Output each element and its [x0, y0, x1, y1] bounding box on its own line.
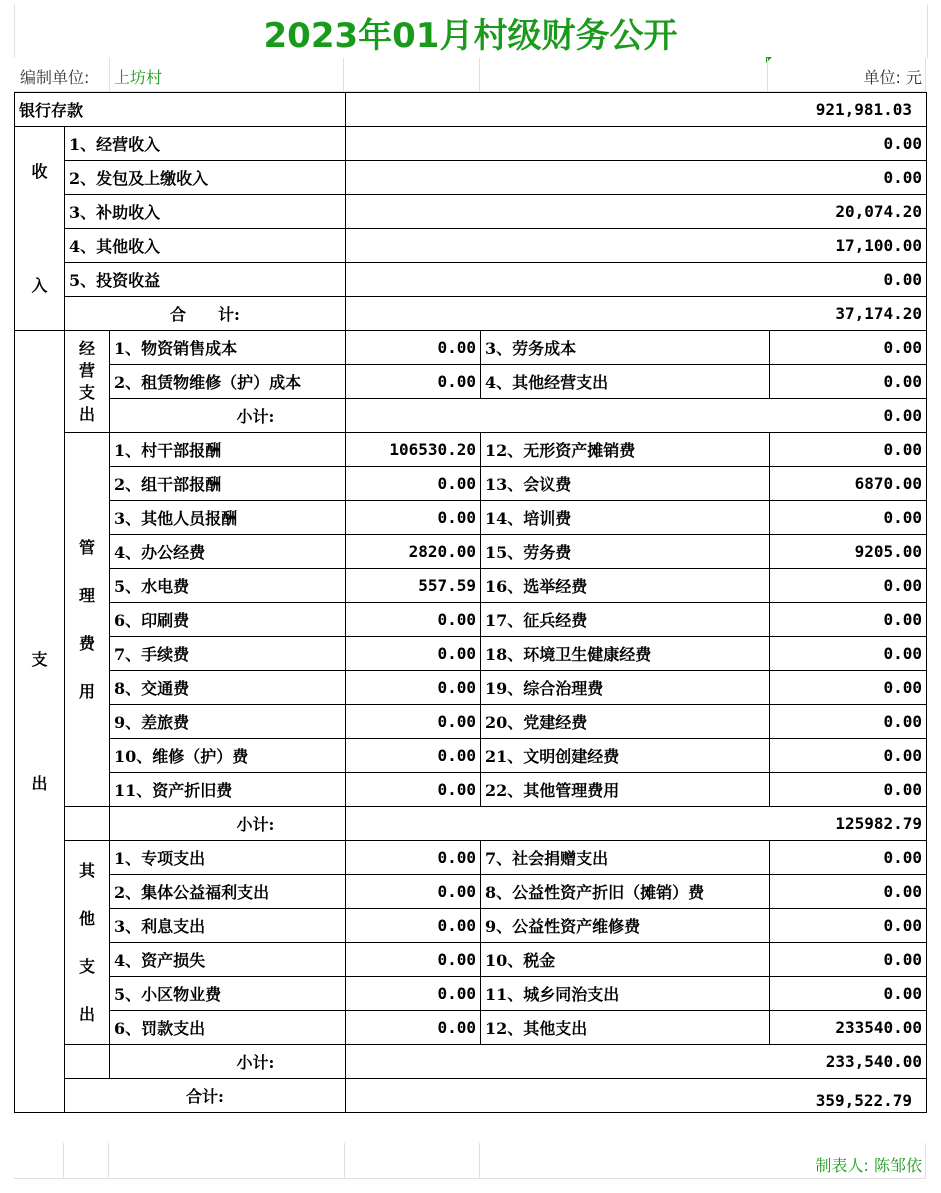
other-item-value: 0.00 — [770, 841, 927, 875]
management-item-label: 6、印刷费 — [110, 603, 346, 637]
management-item-value: 9205.00 — [770, 535, 927, 569]
table-row — [15, 909, 927, 943]
other-item-value: 0.00 — [770, 875, 927, 909]
table-row — [15, 875, 927, 909]
income-total-value: 37,174.20 — [346, 297, 927, 331]
finance-table — [14, 92, 927, 1113]
other-item-label: 3、利息支出 — [110, 909, 346, 943]
other-item-label: 12、其他支出 — [481, 1011, 770, 1045]
bank-value: 921,981.03 — [346, 93, 927, 127]
expense-total-value: 359,522.79 — [346, 1079, 927, 1113]
vertical-label-char: 出 — [78, 404, 95, 424]
other-item-value: 0.00 — [346, 1011, 481, 1045]
table-row — [15, 195, 927, 229]
table-row — [15, 433, 927, 467]
vertical-label-char: 入 — [31, 275, 48, 295]
management-item-value: 0.00 — [346, 705, 481, 739]
table-row — [15, 705, 927, 739]
table-row — [15, 467, 927, 501]
expense-side-label — [15, 331, 65, 1113]
management-item-value: 0.00 — [770, 603, 927, 637]
table-row — [15, 807, 927, 841]
management-item-label: 19、综合治理费 — [481, 671, 770, 705]
vertical-label-char: 他 — [78, 908, 95, 928]
income-item-label: 5、投资收益 — [65, 263, 346, 297]
other-item-label: 6、罚款支出 — [110, 1011, 346, 1045]
vertical-label-char: 营 — [78, 360, 95, 380]
grid-cell — [109, 1143, 345, 1179]
table-row — [15, 93, 927, 127]
other-item-value: 0.00 — [770, 977, 927, 1011]
other-subtotal-value: 233,540.00 — [346, 1045, 927, 1079]
management-item-label: 3、其他人员报酬 — [110, 501, 346, 535]
management-item-label: 15、劳务费 — [481, 535, 770, 569]
empty-cell — [65, 1045, 110, 1079]
management-item-value: 0.00 — [770, 501, 927, 535]
vertical-label-char: 出 — [31, 773, 48, 793]
currency-label: 单位: 元 — [863, 68, 922, 87]
vertical-label-char: 支 — [78, 956, 95, 976]
management-item-value: 0.00 — [346, 671, 481, 705]
table-row — [15, 501, 927, 535]
org-value: 上坊村 — [114, 68, 163, 87]
income-item-label: 2、发包及上缴收入 — [65, 161, 346, 195]
management-item-value: 0.00 — [346, 501, 481, 535]
grid-cell — [345, 1143, 480, 1179]
vertical-label-char: 出 — [78, 1004, 95, 1024]
operating-item-label: 1、物资销售成本 — [110, 331, 346, 365]
other-item-value: 0.00 — [346, 909, 481, 943]
grid-cell — [14, 1143, 64, 1179]
table-row — [15, 399, 927, 433]
other-item-value: 0.00 — [770, 909, 927, 943]
other-subtotal-label: 小计: — [110, 1045, 346, 1079]
management-item-value: 0.00 — [346, 773, 481, 807]
other-item-label: 11、城乡同治支出 — [481, 977, 770, 1011]
management-item-value: 0.00 — [770, 671, 927, 705]
grid-cell — [480, 58, 768, 92]
vertical-label-char: 管 — [78, 537, 95, 557]
table-row — [15, 229, 927, 263]
table-row — [15, 263, 927, 297]
management-subtotal-label: 小计: — [110, 807, 346, 841]
management-item-value: 0.00 — [346, 603, 481, 637]
income-item-value: 0.00 — [346, 127, 927, 161]
management-item-label: 10、维修（护）费 — [110, 739, 346, 773]
operating-subtotal-label: 小计: — [110, 399, 346, 433]
operating-subtotal-value: 0.00 — [346, 399, 927, 433]
management-item-label: 12、无形资产摊销费 — [481, 433, 770, 467]
management-item-value: 0.00 — [346, 467, 481, 501]
other-item-value: 0.00 — [346, 977, 481, 1011]
page-title: 2023年01月村级财务公开 — [263, 16, 678, 56]
table-row — [15, 365, 927, 399]
vertical-label-char: 用 — [78, 681, 95, 701]
management-item-label: 11、资产折旧费 — [110, 773, 346, 807]
management-item-label: 5、水电费 — [110, 569, 346, 603]
management-item-value: 106530.20 — [346, 433, 481, 467]
table-row — [15, 1045, 927, 1079]
other-item-label: 10、税金 — [481, 943, 770, 977]
management-item-label: 22、其他管理费用 — [481, 773, 770, 807]
vertical-label-char: 经 — [78, 338, 95, 358]
operating-group-label — [65, 331, 110, 433]
operating-item-label: 2、租赁物维修（护）成本 — [110, 365, 346, 399]
vertical-label-char: 其 — [78, 860, 95, 880]
operating-item-value: 0.00 — [346, 365, 481, 399]
management-group-label — [65, 433, 110, 807]
other-item-value: 0.00 — [346, 943, 481, 977]
management-item-value: 0.00 — [770, 705, 927, 739]
management-item-value: 0.00 — [770, 637, 927, 671]
management-item-label: 13、会议费 — [481, 467, 770, 501]
management-subtotal-value: 125982.79 — [346, 807, 927, 841]
operating-item-value: 0.00 — [346, 331, 481, 365]
vertical-label-char: 收 — [31, 161, 48, 181]
unit-row — [14, 58, 926, 92]
income-item-value: 0.00 — [346, 161, 927, 195]
table-row — [15, 1011, 927, 1045]
table-row — [15, 569, 927, 603]
income-side-label — [15, 127, 65, 331]
table-row — [15, 161, 927, 195]
table-row — [15, 977, 927, 1011]
report-maker: 制表人: 陈邹依 — [815, 1156, 922, 1175]
other-item-label: 5、小区物业费 — [110, 977, 346, 1011]
table-row — [15, 1079, 927, 1113]
management-item-value: 0.00 — [770, 773, 927, 807]
table-row — [15, 535, 927, 569]
management-item-value: 557.59 — [346, 569, 481, 603]
management-item-value: 0.00 — [346, 637, 481, 671]
other-item-label: 7、社会捐赠支出 — [481, 841, 770, 875]
vertical-label-char: 费 — [78, 633, 95, 653]
operating-item-label: 3、劳务成本 — [481, 331, 770, 365]
income-item-label: 4、其他收入 — [65, 229, 346, 263]
operating-item-value: 0.00 — [770, 331, 927, 365]
vertical-label-char: 支 — [78, 382, 95, 402]
income-item-value: 0.00 — [346, 263, 927, 297]
other-group-label — [65, 841, 110, 1045]
operating-item-value: 0.00 — [770, 365, 927, 399]
table-row — [15, 127, 927, 161]
table-row — [15, 773, 927, 807]
table-row — [15, 671, 927, 705]
table-row — [15, 637, 927, 671]
management-item-label: 7、手续费 — [110, 637, 346, 671]
management-item-value: 0.00 — [770, 569, 927, 603]
management-item-label: 17、征兵经费 — [481, 603, 770, 637]
management-item-label: 18、环境卫生健康经费 — [481, 637, 770, 671]
table-row — [15, 841, 927, 875]
table-row — [15, 603, 927, 637]
other-item-value: 0.00 — [346, 841, 481, 875]
grid-cell — [344, 58, 480, 92]
management-item-label: 20、党建经费 — [481, 705, 770, 739]
empty-cell — [65, 807, 110, 841]
other-item-value: 0.00 — [770, 943, 927, 977]
management-item-label: 14、培训费 — [481, 501, 770, 535]
expense-total-label: 合计: — [65, 1079, 346, 1113]
management-item-label: 21、文明创建经费 — [481, 739, 770, 773]
management-item-label: 8、交通费 — [110, 671, 346, 705]
income-item-value: 20,074.20 — [346, 195, 927, 229]
table-row — [15, 331, 927, 365]
management-item-label: 4、办公经费 — [110, 535, 346, 569]
management-item-value: 0.00 — [770, 739, 927, 773]
org-label: 编制单位: — [20, 68, 90, 87]
management-item-label: 2、组干部报酬 — [110, 467, 346, 501]
table-row — [15, 943, 927, 977]
other-item-label: 4、资产损失 — [110, 943, 346, 977]
management-item-value: 2820.00 — [346, 535, 481, 569]
other-item-value: 0.00 — [346, 875, 481, 909]
vertical-label-char: 支 — [31, 649, 48, 669]
other-item-value: 233540.00 — [770, 1011, 927, 1045]
income-item-label: 3、补助收入 — [65, 195, 346, 229]
bank-label: 银行存款 — [15, 93, 346, 127]
vertical-label-char: 理 — [78, 585, 95, 605]
footer-row — [14, 1143, 926, 1179]
management-item-label: 1、村干部报酬 — [110, 433, 346, 467]
other-item-label: 9、公益性资产维修费 — [481, 909, 770, 943]
management-item-value: 0.00 — [346, 739, 481, 773]
other-item-label: 2、集体公益福利支出 — [110, 875, 346, 909]
income-item-label: 1、经营收入 — [65, 127, 346, 161]
grid-cell — [64, 1143, 109, 1179]
management-item-value: 0.00 — [770, 433, 927, 467]
income-total-label: 合 计: — [65, 297, 346, 331]
other-item-label: 8、公益性资产折旧（摊销）费 — [481, 875, 770, 909]
income-item-value: 17,100.00 — [346, 229, 927, 263]
table-row — [15, 739, 927, 773]
table-row — [15, 297, 927, 331]
other-item-label: 1、专项支出 — [110, 841, 346, 875]
management-item-value: 6870.00 — [770, 467, 927, 501]
operating-item-label: 4、其他经营支出 — [481, 365, 770, 399]
management-item-label: 9、差旅费 — [110, 705, 346, 739]
management-item-label: 16、选举经费 — [481, 569, 770, 603]
